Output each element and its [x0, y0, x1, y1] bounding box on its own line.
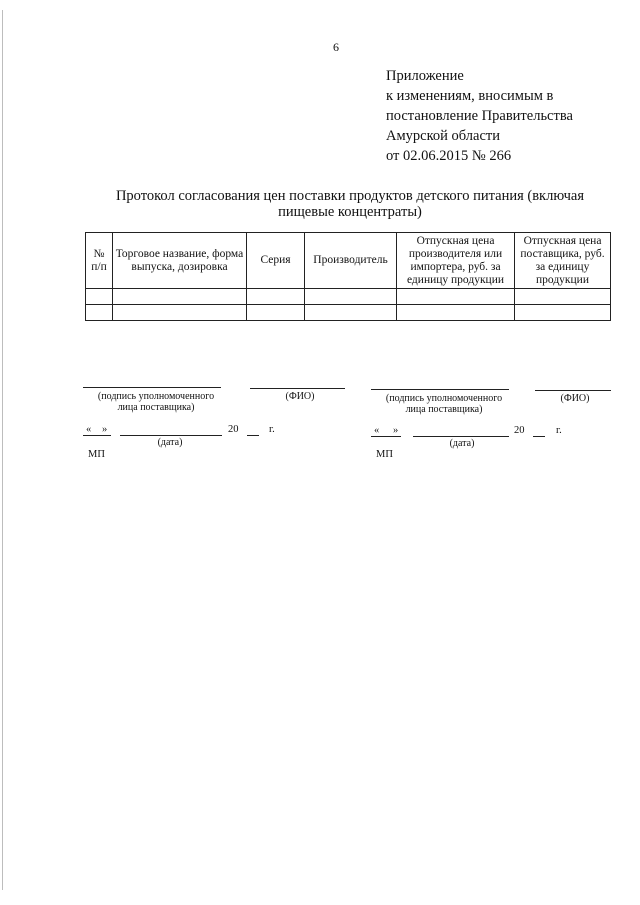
appendix-line: постановление Правительства — [386, 108, 573, 124]
appendix-line: от 02.06.2015 № 266 — [386, 148, 512, 164]
right-name-caption: (ФИО) — [560, 393, 590, 404]
table-cell — [86, 305, 113, 321]
table-cell — [247, 289, 305, 305]
table-cell — [305, 289, 397, 305]
right-year-prefix: 20 — [514, 425, 525, 436]
appendix-block — [386, 66, 573, 166]
table-cell — [113, 305, 247, 321]
document-title — [60, 188, 640, 220]
left-signature-caption-line-2: лица поставщика) — [117, 402, 195, 413]
table-cell — [113, 289, 247, 305]
left-day-line — [83, 435, 111, 436]
table-cell — [86, 289, 113, 305]
left-signature-line — [83, 387, 221, 388]
right-signature-caption-line-2: лица поставщика) — [405, 404, 483, 415]
left-year-line — [247, 435, 259, 436]
right-name-line — [535, 390, 611, 391]
table-cell — [397, 305, 515, 321]
left-signature-caption — [76, 391, 236, 413]
table-cell — [515, 305, 611, 321]
left-year-suffix: г. — [269, 424, 275, 435]
appendix-line: к изменениям, вносимым в — [386, 88, 554, 104]
page-edge-line — [2, 10, 3, 890]
right-day-line — [371, 436, 401, 437]
table-cell — [397, 289, 515, 305]
table-row — [86, 289, 611, 305]
right-date-caption: (дата) — [449, 438, 475, 449]
table-cell — [305, 305, 397, 321]
page-number: 6 — [333, 40, 339, 54]
document-title-line-1: Протокол согласования цен поставки продуктов детского питания (включая — [115, 188, 585, 204]
left-quote-close: » — [102, 424, 108, 435]
right-signature-line — [371, 389, 509, 390]
left-date-caption: (дата) — [157, 437, 183, 448]
column-header-trade-name: Торговое название, форма выпуска, дозировка — [113, 233, 247, 289]
column-header-series: Серия — [247, 233, 305, 289]
table-row — [86, 305, 611, 321]
right-quote-open: « — [374, 425, 380, 436]
right-year-suffix: г. — [556, 425, 562, 436]
protocol-table — [85, 232, 611, 321]
left-name-line — [250, 388, 345, 389]
right-year-line — [533, 436, 545, 437]
table-cell — [247, 305, 305, 321]
column-header-manufacturer: Производитель — [305, 233, 397, 289]
left-signature-caption-line-1: (подпись уполномоченного — [97, 391, 215, 402]
left-stamp-label: МП — [88, 449, 105, 460]
right-signature-caption-line-1: (подпись уполномоченного — [385, 393, 503, 404]
document-title-line-2: пищевые концентраты) — [278, 204, 422, 220]
left-quote-open: « — [86, 424, 92, 435]
appendix-line: Приложение — [386, 68, 464, 84]
right-month-line — [413, 436, 509, 437]
right-signature-caption — [364, 393, 524, 415]
right-quote-close: » — [393, 425, 399, 436]
appendix-line: Амурской области — [386, 128, 500, 144]
column-header-supplier-price: Отпускная цена поставщика, руб. за единицу продукции — [515, 233, 611, 289]
left-month-line — [120, 435, 222, 436]
table-header-row — [86, 233, 611, 289]
column-header-manufacturer-price: Отпускная цена производителя или импортера, руб. за единицу продукции — [397, 233, 515, 289]
table-cell — [515, 289, 611, 305]
right-stamp-label: МП — [376, 449, 393, 460]
column-header-number: № п/п — [86, 233, 113, 289]
left-name-caption: (ФИО) — [285, 391, 315, 402]
left-year-prefix: 20 — [228, 424, 239, 435]
